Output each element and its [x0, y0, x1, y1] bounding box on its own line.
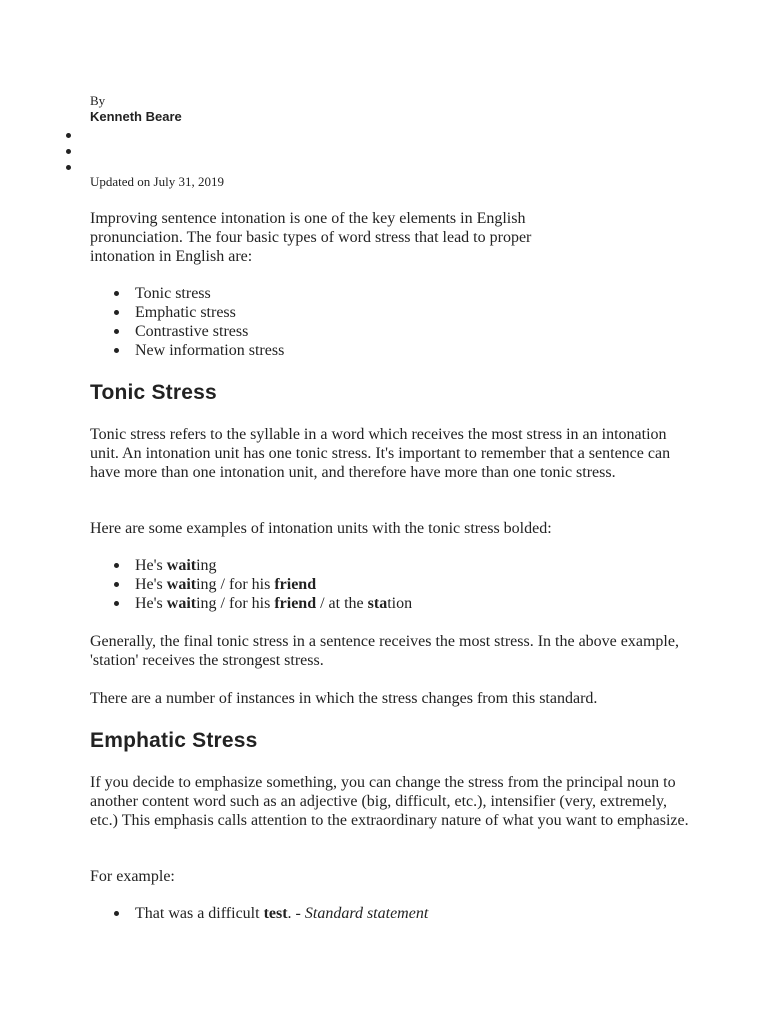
tonic-stress-heading: Tonic Stress	[90, 381, 217, 404]
list-item: That was a difficult test. - Standard statement	[90, 904, 690, 923]
tonic-examples-list	[90, 556, 690, 613]
emphatic-stress-heading: Emphatic Stress	[90, 729, 258, 752]
tonic-paragraph-2: Here are some examples of intonation units with the tonic stress bolded:	[90, 520, 552, 537]
tonic-paragraph-3: Generally, the final tonic stress in a sentence receives the most stress. In the above example, 'station' receives the strongest stress.	[90, 633, 679, 669]
list-item: He's waiting / for his friend	[90, 575, 690, 594]
list-item: Tonic stress	[90, 284, 690, 303]
emphatic-examples-list	[90, 904, 690, 923]
tonic-paragraph-4: There are a number of instances in which the stress changes from this standard.	[90, 690, 598, 707]
emphatic-paragraph-2: For example:	[90, 868, 175, 885]
emphatic-paragraph-1: If you decide to emphasize something, you can change the stress from the principal noun to another content word such as an adjective (big, difficult, etc.), intensifier (very, extremely, etc.) This emphasis calls attention to the extraordinary nature of what you want to emphasize.	[90, 774, 689, 829]
list-item: Emphatic stress	[90, 303, 690, 322]
byline-by: By	[90, 93, 106, 108]
list-item: He's waiting / for his friend / at the station	[90, 594, 690, 613]
list-item: New information stress	[90, 341, 690, 360]
author-name-link[interactable]: Kenneth Beare	[90, 109, 182, 124]
tonic-paragraph-1: Tonic stress refers to the syllable in a word which receives the most stress in an intonation unit. An intonation unit has one tonic stress. It's important to remember that a sentence can have more than one intonation unit, and therefore have more than one tonic stress.	[90, 426, 671, 481]
updated-date: Updated on July 31, 2019	[90, 174, 224, 189]
list-item: He's waiting	[90, 556, 690, 575]
list-item: Contrastive stress	[90, 322, 690, 341]
stress-types-list	[90, 284, 690, 360]
intro-paragraph: Improving sentence intonation is one of the key elements in English pronunciation. The four basic types of word stress that lead to proper intonation in English are:	[90, 210, 532, 265]
